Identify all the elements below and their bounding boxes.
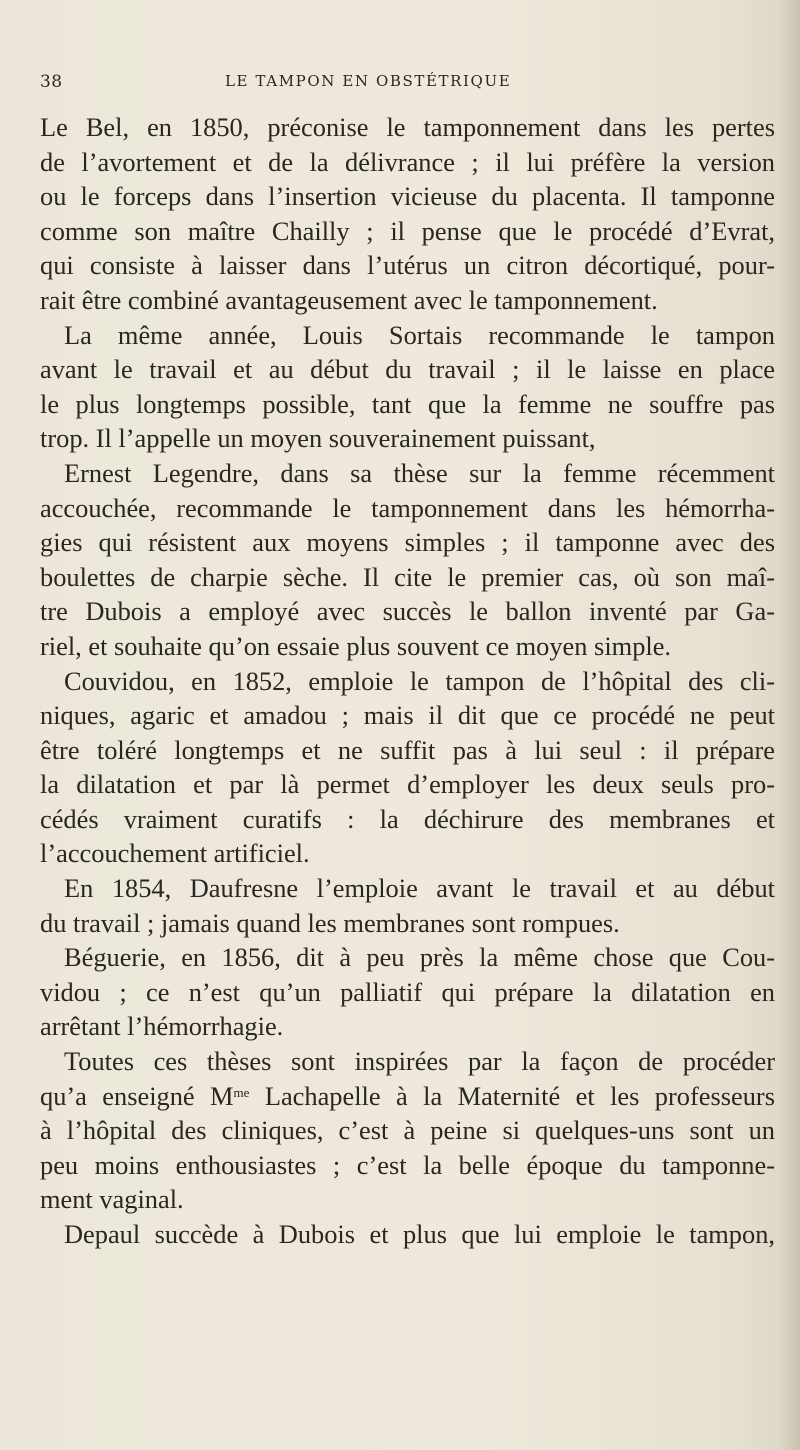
text-line: l’accouchement artificiel. [40,838,310,869]
text-line: Béguerie, en 1856, dit à peu près la même chose que Cou- [64,942,775,973]
text-fragment: Lachapelle à la Maternité et les professeurs [249,1080,775,1111]
text-line: tre Dubois a employé avec succès le ballon inventé par Ga- [40,596,775,627]
text-line: boulettes de charpie sèche. Il cite le premier cas, où son maî- [40,561,775,592]
running-title: LE TAMPON EN OBSTÉTRIQUE [225,72,512,90]
text-line: le plus longtemps possible, tant que la femme ne souffre pas [40,388,775,419]
superscript: me [233,1084,250,1100]
text-line: accouchée, recommande le tamponnement dans les hémorrha- [40,492,775,523]
page-number: 38 [40,72,63,92]
running-header [0,66,800,96]
text-line: arrêtant l’hémorrhagie. [40,1011,284,1042]
text-line: ou le forceps dans l’insertion vicieuse du placenta. Il tamponne [40,181,775,212]
text-line: riel, et souhaite qu’on essaie plus souvent ce moyen simple. [40,630,672,661]
text-line: rait être combiné avantageusement avec le tamponnement. [40,284,658,315]
text-line: du travail ; jamais quand les membranes sont rompues. [40,907,620,938]
text-line: Le Bel, en 1850, préconise le tamponnement dans les pertes [40,112,775,142]
text-line [40,1079,775,1114]
text-line: trop. Il l’appelle un moyen souverainement puissant, [40,423,596,454]
text-line: cédés vraiment curatifs : la déchirure des membranes et [40,803,775,834]
text-line: à l’hôpital des cliniques, c’est à peine si quelques-uns sont un [40,1115,775,1146]
text-line: être toléré longtemps et ne suffit pas à lui seul : il prépare [40,734,775,765]
text-line: comme son maître Chailly ; il pense que le procédé d’Evrat, [40,215,775,246]
text-line: vidou ; ce n’est qu’un palliatif qui prépare la dilatation en [40,976,775,1007]
text-line: ment vaginal. [40,1184,184,1215]
text-line: peu moins enthousiastes ; c’est la belle époque du tamponne- [40,1149,775,1180]
text-line: de l’avortement et de la délivrance ; il lui préfère la version [40,146,775,177]
text-line: Depaul succède à Dubois et plus que lui emploie le tampon, [64,1219,775,1249]
text-line: la dilatation et par là permet d’employer les deux seuls pro- [40,769,775,800]
text-line: Ernest Legendre, dans sa thèse sur la femme récemment [64,457,775,488]
text-line: En 1854, Daufresne l’emploie avant le travail et au début [64,873,775,904]
body-text [40,110,775,1252]
text-line: niques, agaric et amadou ; mais il dit que ce procédé ne peut [40,700,775,731]
text-line: avant le travail et au début du travail ; il le laisse en place [40,354,775,385]
text-line: La même année, Louis Sortais recommande le tampon [64,319,775,350]
text-line: Couvidou, en 1852, emploie le tampon de l’hôpital des cli- [64,665,775,696]
page-edge-shadow [778,0,800,1450]
text-fragment: qu’a enseigné M [40,1080,234,1111]
text-line: gies qui résistent aux moyens simples ; il tamponne avec des [40,527,775,558]
text-line: Toutes ces thèses sont inspirées par la façon de procéder [64,1046,775,1077]
text-line: qui consiste à laisser dans l’utérus un citron décortiqué, pour- [40,250,775,281]
